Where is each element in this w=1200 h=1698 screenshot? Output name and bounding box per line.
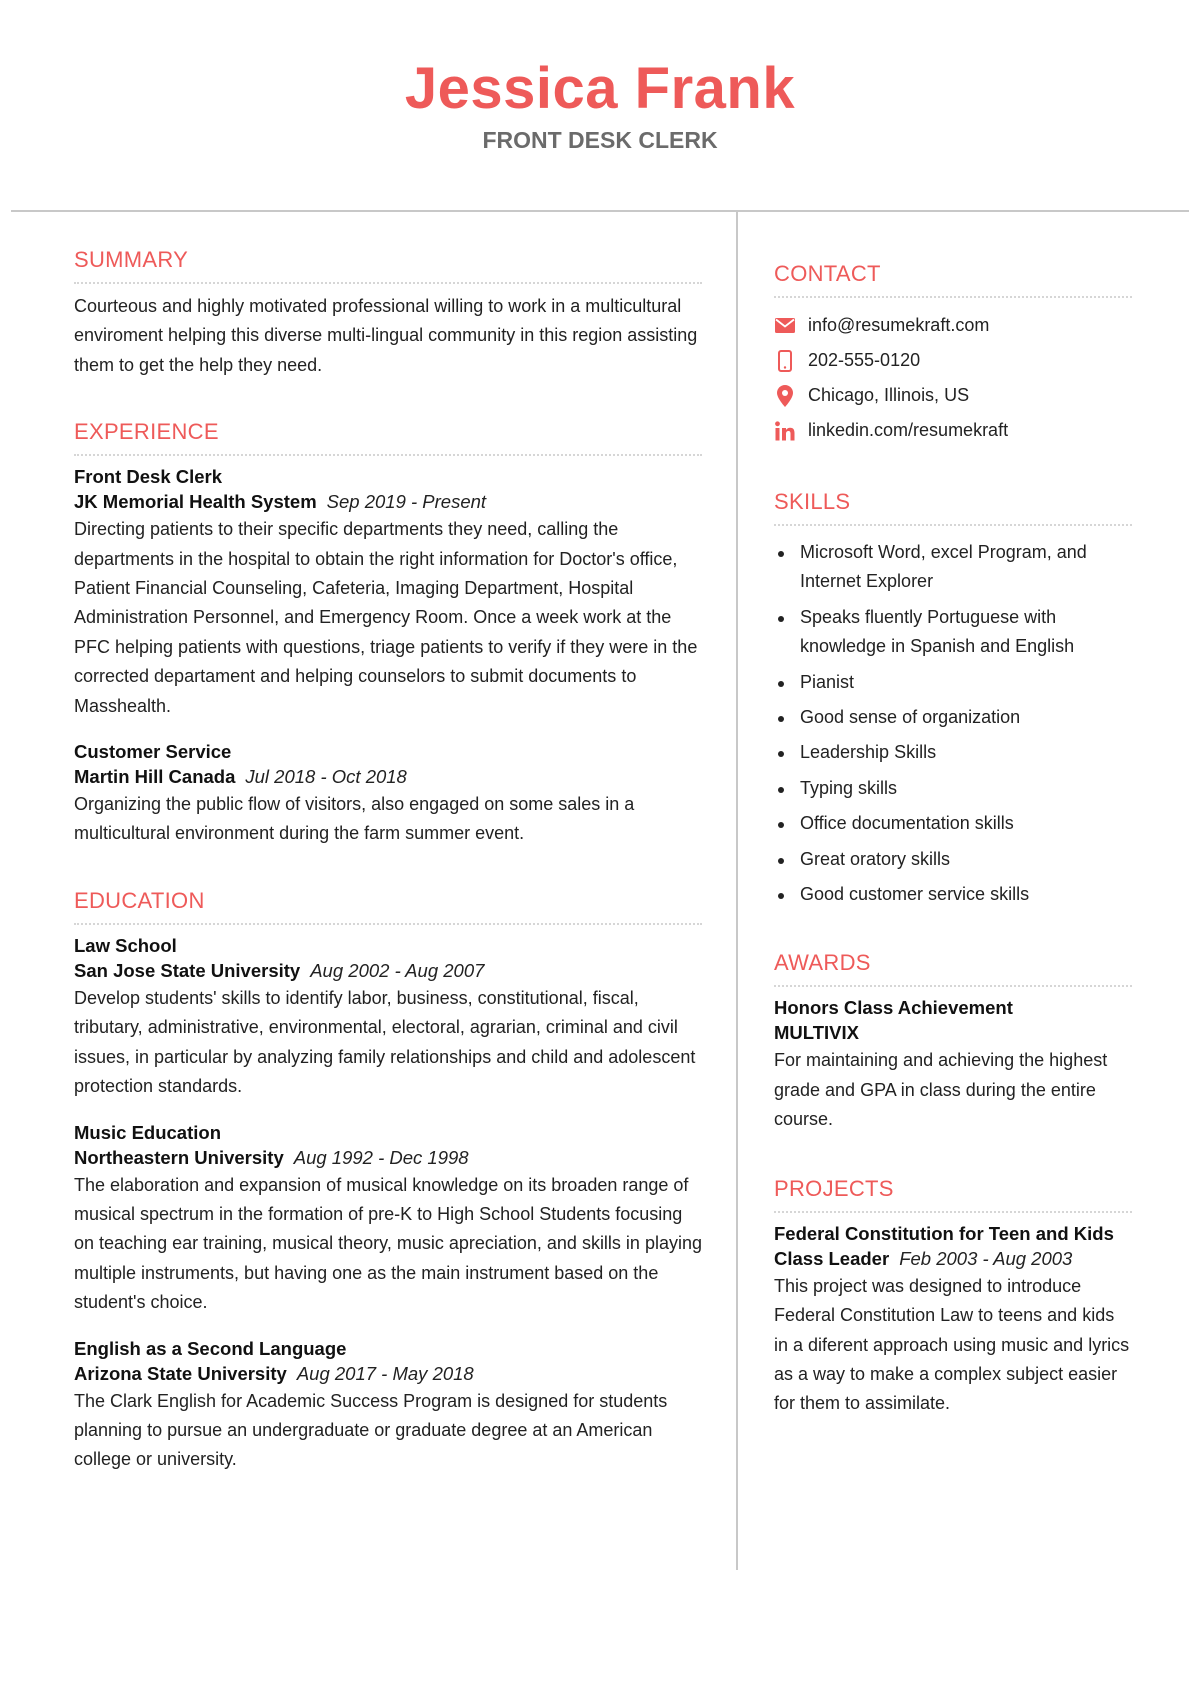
skill-item: Good sense of organization [774,703,1132,732]
award-description: For maintaining and achieving the highest grade and GPA in class during the entire course. [774,1050,1108,1130]
education-entry [74,933,702,1102]
skill-item: Typing skills [774,774,1132,803]
contact-phone[interactable] [774,343,1132,378]
contact-email[interactable] [774,308,1132,343]
job-description: Directing patients to their specific departments they need, calling the departments in the hospital to obtain the right information for Doctor's office, Patient Financial Counseling, Cafeteria, Imaging Department, Hospital Administration Personnel, and Emergency Room. Once a week work at the PFC helping patients with questions, triage patients to verify if they were in the corrected departament and helping counselors to submit documents to Masshealth. [74,519,698,716]
awards-heading: AWARDS [774,949,1132,987]
contact-phone-text: 202-555-0120 [808,350,921,370]
skill-item: Speaks fluently Portuguese with knowledge in Spanish and English [774,603,1132,662]
candidate-name: Jessica Frank [404,56,796,121]
phone-icon [774,350,796,372]
degree-title: Music Education [74,1121,221,1143]
job-dates: Sep 2019 - Present [326,491,487,513]
employer: JK Memorial Health System [74,491,317,513]
contact-location-text: Chicago, Illinois, US [808,385,970,405]
education-entry [74,1336,702,1475]
project-role: Class Leader [774,1247,890,1269]
projects-section [774,1175,1132,1419]
award-entry [774,995,1132,1134]
column-divider [736,212,738,1570]
skills-section [774,488,1132,909]
contact-linkedin-text: linkedin.com/resumekraft [808,420,1009,440]
right-column [774,260,1132,1419]
envelope-icon [774,315,796,337]
award-meta [774,1020,1132,1045]
job-description: Organizing the public flow of visitors, also engaged on some sales in a multicultural environment during the farm summer event. [74,794,635,844]
project-dates: Feb 2003 - Aug 2003 [899,1247,1073,1269]
project-title: Federal Constitution for Teen and Kids [774,1222,1114,1244]
degree-title: Law School [74,934,177,956]
job-meta [74,764,702,789]
awards-section [774,949,1132,1134]
skill-item: Good customer service skills [774,880,1132,909]
skill-item: Leadership Skills [774,738,1132,767]
school-name: Arizona State University [74,1362,287,1384]
school-meta [74,1361,702,1386]
award-title: Honors Class Achievement [774,997,1013,1019]
skills-list [774,538,1132,909]
project-meta [774,1246,1132,1271]
contact-heading: CONTACT [774,260,1132,298]
experience-entry [74,739,702,849]
school-name: Northeastern University [74,1146,284,1168]
header-divider [11,210,1189,212]
school-meta [74,958,702,983]
experience-entry [74,464,702,721]
linkedin-icon [774,420,796,442]
school-meta [74,1145,702,1170]
summary-text: Courteous and highly motivated professional willing to work in a multicultural enviroment helping this diverse multi-lingual community in this region assisting them to get the help they need. [74,296,698,375]
education-section [74,887,702,1475]
experience-heading: EXPERIENCE [74,418,702,456]
degree-title: English as a Second Language [74,1337,347,1359]
summary-section [74,246,702,380]
education-heading: EDUCATION [74,887,702,925]
school-name: San Jose State University [74,959,301,981]
contact-section [774,260,1132,448]
contact-location [774,378,1132,413]
summary-heading: SUMMARY [74,246,702,284]
job-dates: Jul 2018 - Oct 2018 [245,766,407,788]
employer: Martin Hill Canada [74,766,236,788]
location-pin-icon [774,385,796,407]
projects-heading: PROJECTS [774,1175,1132,1213]
job-title: Front Desk Clerk [74,466,223,488]
contact-linkedin[interactable] [774,413,1132,448]
education-entry [74,1120,702,1318]
degree-description: The Clark English for Academic Success Program is designed for students planning to pursue an undergraduate or graduate degree at an American college or university. [74,1390,668,1470]
skills-heading: SKILLS [774,488,1132,526]
skill-item: Microsoft Word, excel Program, and Internet Explorer [774,538,1132,597]
experience-section [74,418,702,849]
skill-item: Office documentation skills [774,809,1132,838]
job-meta [74,489,702,514]
school-dates: Aug 2017 - May 2018 [296,1362,474,1384]
skill-item: Pianist [774,668,1132,697]
left-column [74,246,702,1475]
degree-description: Develop students' skills to identify labor, business, constitutional, fiscal, tributary, administrative, environmental, electoral, agrarian, criminal and civil issues, in particular by analyzing family relationships and child and adolescent protection standards. [74,987,696,1097]
school-dates: Aug 2002 - Aug 2007 [310,959,485,981]
job-title: Customer Service [74,741,232,763]
candidate-role: FRONT DESK CLERK [482,127,718,153]
school-dates: Aug 1992 - Dec 1998 [293,1146,469,1168]
award-issuer: MULTIVIX [774,1022,859,1044]
contact-email-text: info@resumekraft.com [808,315,990,335]
degree-description: The elaboration and expansion of musical knowledge on its broaden range of musical spectrum in the formation of pre-K to High School Students focusing on teaching ear training, musical theory, music apreciation, and skills in playing multiple instruments, but having one as the main instrument based on the student's choice. [74,1174,702,1313]
contact-list [774,308,1132,448]
project-entry [774,1221,1132,1419]
skill-item: Great oratory skills [774,845,1132,874]
project-description: This project was designed to introduce Federal Constitution Law to teens and kids in a diferent approach using music and lyrics as a way to make a complex subject easier for them to assimilate. [774,1275,1130,1414]
